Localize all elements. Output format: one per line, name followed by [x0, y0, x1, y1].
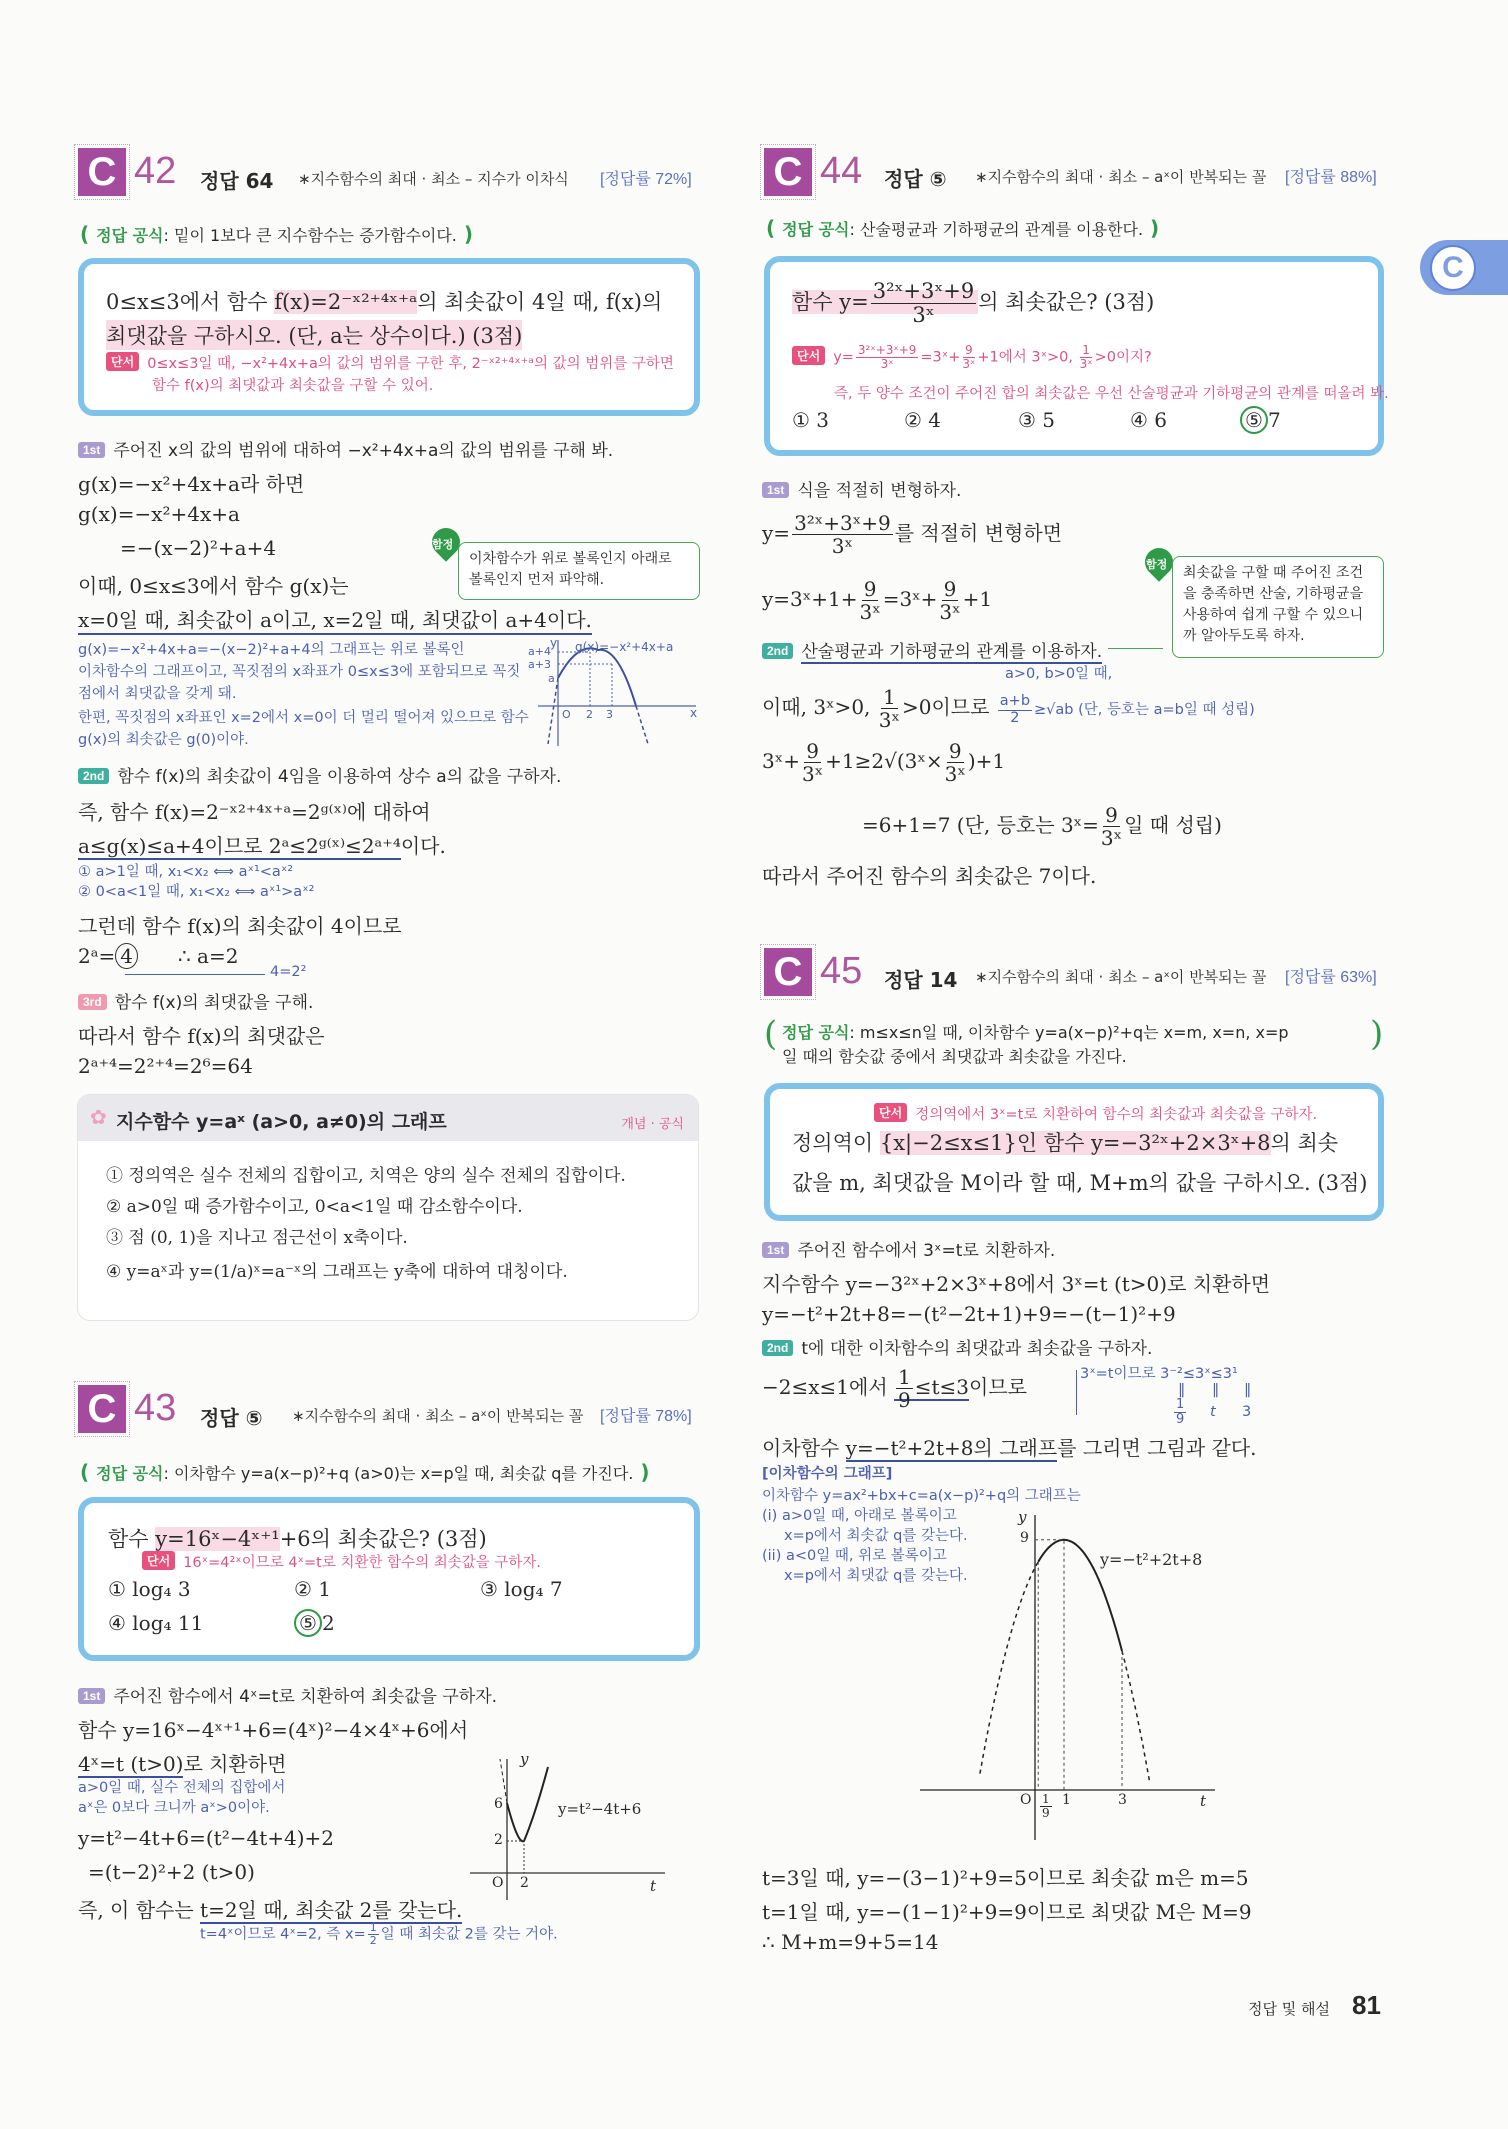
answer-label: 정답 ⑤ — [884, 167, 947, 191]
solution-text: y=3ˣ+1+ — [762, 587, 858, 611]
solution-line: 따라서 함수 f(x)의 최댓값은 — [78, 1024, 325, 1048]
step-title: 주어진 함수에서 3ˣ=t로 치환하자. — [797, 1241, 1056, 1261]
parabola-curve — [507, 1767, 548, 1841]
circled-value: 4 — [115, 943, 138, 969]
topic-label: ∗지수함수의 최대 · 최소 – aˣ이 반복되는 꼴 — [292, 1407, 584, 1425]
graph-tick: a+4 — [528, 645, 551, 658]
step-title: 함수 f(x)의 최댓값을 구해. — [114, 993, 314, 1013]
frac-den: 3ˣ — [1100, 826, 1123, 850]
graph-tick: 6 — [494, 1796, 503, 1812]
note-line: (ii) a<0일 때, 위로 볼록이고 — [762, 1548, 947, 1564]
solution-line: t=1일 때, y=−(1−1)²+9=9이므로 최댓값 M은 M=9 — [762, 1900, 1252, 1924]
formula-label: 정답 공식 — [96, 1464, 164, 1483]
frac-num: 3²ˣ+3ˣ+9 — [857, 343, 917, 357]
solution-line: x=0일 때, 최솟값이 a이고, x=2일 때, 최댓값이 a+4이다. — [78, 604, 592, 635]
solution-text: 이므로 — [969, 1375, 1027, 1399]
solution-line: 이때, 0≤x≤3에서 함수 g(x)는 — [78, 574, 349, 598]
note-line: 이차함수의 그래프이고, 꼭짓점의 x좌표가 0≤x≤3에 포함되므로 꼭짓 — [78, 664, 521, 680]
frac-num: a+b — [999, 692, 1031, 709]
solution-line: g(x)=−x²+4x+a라 하면 — [78, 472, 305, 496]
problem-badge: C — [78, 148, 126, 196]
frac-den: 3ˣ — [1079, 357, 1093, 372]
formula-label: 정답 공식 — [96, 226, 164, 245]
frac-num: 1 — [898, 1365, 911, 1389]
choice-value: 2 — [322, 1611, 335, 1635]
answer-label: 정답 ⑤ — [200, 1406, 263, 1430]
step-tag: 1st — [762, 1242, 789, 1258]
solution-line: y=−t²+2t+8=−(t²−2t+1)+9=−(t−1)²+9 — [762, 1302, 1176, 1326]
problem-box — [78, 258, 700, 416]
graph-tick: 9 — [1020, 1530, 1029, 1546]
step-title: 함수 f(x)의 최솟값이 4임을 이용하여 상수 a의 값을 구하자. — [117, 767, 562, 787]
page-number: 81 — [1352, 1990, 1381, 2020]
step-title: 식을 적절히 변형하자. — [797, 481, 962, 501]
hint-text: 0≤x≤3일 때, −x²+4x+a의 값의 범위를 구한 후, 2⁻ˣ²⁺⁴ˣ⁺ᵃ의 값의 범위를 구하면 — [147, 356, 674, 372]
frac-den: 2 — [1010, 709, 1020, 726]
answer-formula: ( 정답 공식: 이차함수 y=a(x−p)²+q (a>0)는 x=p일 때, 최솟값 q를 가진다. ) — [80, 1460, 650, 1484]
graph-tick: 3 — [606, 708, 613, 721]
solution-text: −2≤x≤1에서 — [762, 1375, 894, 1399]
problem-badge: C — [764, 948, 812, 996]
footer-label: 정답 및 해설 — [1248, 2000, 1330, 2018]
solution-text: 를 그리면 그림과 같다. — [1057, 1436, 1257, 1460]
problem-box — [764, 1083, 1384, 1221]
graph-origin: O — [562, 708, 571, 721]
graph-axis-label: y — [520, 1750, 529, 1768]
note-line: 3ˣ=t이므로 3⁻²≤3ˣ≤3¹ — [1080, 1366, 1238, 1382]
solution-line: 2ᵃ⁺⁴=2²⁺⁴=2⁶=64 — [78, 1054, 253, 1078]
chapter-letter: C — [1430, 245, 1476, 291]
solution-line: 함수 y=16ˣ−4ˣ⁺¹+6=(4ˣ)²−4×4ˣ+6에서 — [78, 1718, 469, 1742]
solution-text: ≤t≤3 — [914, 1375, 970, 1399]
problem-box — [764, 256, 1389, 456]
note-value: 3 — [1242, 1404, 1252, 1420]
note-line: 일 때 최솟값 2를 갖는 거야. — [380, 1926, 558, 1943]
problem-highlight: y=16ˣ−4ˣ⁺¹ — [155, 1527, 280, 1551]
problem-text: 정의역이 — [792, 1131, 880, 1155]
trap-note — [1172, 556, 1384, 658]
note-line: aˣ은 0보다 크니까 aˣ>0이야. — [78, 1800, 270, 1816]
graph-function-label: y=−t²+2t+8 — [1100, 1550, 1203, 1569]
problem-text: 함수 — [108, 1527, 156, 1551]
graph-tick: 2 — [586, 708, 593, 721]
graph-axis-label: t — [650, 1877, 657, 1895]
solution-text: 일 때 성립) — [1124, 813, 1222, 837]
choice-5[interactable] — [294, 1609, 335, 1637]
note-value: t — [1210, 1404, 1216, 1420]
correct-mark: ⑤ — [294, 1609, 322, 1637]
accuracy-rate: [정답률 72%] — [600, 171, 692, 188]
solution-text: 3ˣ+ — [762, 749, 800, 773]
frac-num: 1 — [1176, 1397, 1185, 1412]
graph-axis-label: t — [1200, 1792, 1207, 1810]
problem-text: 의 최솟값이 4일 때, f(x)의 — [417, 290, 663, 314]
frac-den: 3ˣ — [962, 357, 976, 372]
solution-line: t=2일 때, 최솟값 2를 갖는다. — [200, 1898, 463, 1922]
frac-num: 9 — [965, 343, 973, 357]
frac-num: 9 — [948, 739, 962, 763]
step-tag: 1st — [762, 482, 789, 498]
choice-4[interactable]: ④ 6 — [1130, 408, 1168, 432]
solution-text: ∴ a=2 — [177, 944, 239, 968]
frac-den: 9 — [898, 1388, 911, 1412]
solution-line: 4ˣ=t (t>0) — [78, 1752, 184, 1776]
graph-origin: O — [1020, 1792, 1032, 1808]
choice-2[interactable]: ② 1 — [294, 1577, 332, 1601]
chapter-side-tab — [1420, 240, 1508, 295]
concept-box — [78, 1095, 698, 1320]
concept-item: ② a>0일 때 증가함수이고, 0<a<1일 때 감소함수이다. — [106, 1197, 523, 1217]
problem-text: 의 최솟 — [1270, 1131, 1339, 1155]
note-line: x=p에서 최댓값 q를 갖는다. — [784, 1568, 968, 1584]
trap-text: 을 충족하면 산술, 기하평균을 — [1183, 586, 1364, 602]
problem-text: 최댓값을 구하시오. (단, a는 상수이다.) (3점) — [106, 320, 522, 350]
step-tag: 1st — [78, 442, 105, 458]
note-line: ① a>1일 때, x₁<x₂ ⟺ aˣ¹<aˣ² — [78, 864, 294, 880]
problem-number: 45 — [820, 950, 863, 992]
graph-axis-label: y — [550, 636, 558, 650]
solution-text: +1≥2√(3ˣ× — [825, 749, 943, 773]
solution-text: 를 적절히 변형하면 — [894, 521, 1063, 545]
note-line: (i) a>0일 때, 아래로 볼록이고 — [762, 1508, 957, 1524]
graph-tick: 2 — [520, 1875, 529, 1891]
trap-text: 최솟값을 구할 때 주어진 조건 — [1183, 565, 1364, 581]
answer-label: 정답 14 — [884, 968, 958, 992]
choice-4[interactable]: ④ log₄ 11 — [108, 1611, 204, 1635]
choice-2[interactable]: ② 4 — [904, 408, 942, 432]
trap-text: 사용하여 쉽게 구할 수 있으니 — [1183, 607, 1364, 623]
solution-line: 그런데 함수 f(x)의 최솟값이 4이므로 — [78, 914, 402, 938]
graph-tick: a — [548, 672, 555, 685]
choice-3[interactable]: ③ log₄ 7 — [480, 1577, 563, 1601]
trap-tag: 함정 — [1146, 558, 1168, 571]
formula-text: : 밑이 1보다 큰 지수함수는 증가함수이다. — [163, 226, 457, 245]
trap-note — [458, 542, 700, 600]
note-line: 4=2² — [270, 964, 307, 980]
concept-tag: 개념 · 공식 — [621, 1117, 684, 1132]
note-line: x=p에서 최솟값 q를 갖는다. — [784, 1528, 968, 1544]
frac-den: 3ˣ — [939, 600, 961, 624]
note-line: t=4ˣ이므로 4ˣ=2, 즉 x= — [200, 1926, 366, 1943]
graph-function-label: g(x)=−x²+4x+a — [575, 640, 674, 654]
accuracy-rate: [정답률 78%] — [600, 1408, 692, 1425]
problem-badge: C — [764, 148, 812, 196]
problem-text: 의 최솟값은? (3점) — [978, 290, 1155, 315]
frac-den: 3ˣ — [878, 708, 900, 732]
topic-label: ∗지수함수의 최대 · 최소 – aˣ이 반복되는 꼴 — [975, 968, 1267, 986]
bracket-open: ( — [764, 1014, 778, 1054]
arrow-line — [1108, 648, 1163, 649]
note-line: 한편, 꼭짓점의 x좌표인 x=2에서 x=0이 더 멀리 떨어져 있으므로 함수 — [78, 710, 529, 726]
formula-text: : 산술평균과 기하평균의 관계를 이용한다. — [849, 220, 1144, 239]
accuracy-rate: [정답률 63%] — [1285, 969, 1377, 986]
note-line: g(x)의 최솟값은 g(0)이야. — [78, 732, 249, 748]
solution-line: 이다. — [400, 834, 446, 858]
hint-text: +1에서 3ˣ>0, — [977, 349, 1078, 366]
choice-1[interactable]: ① 3 — [792, 408, 830, 432]
step-tag: 2nd — [78, 768, 109, 784]
frac-num: 1 — [369, 1921, 377, 1934]
frac-num: 1 — [1082, 343, 1090, 357]
problem-text: 0≤x≤3에서 함수 — [106, 290, 275, 314]
hint-tag: 단서 — [142, 1551, 175, 1570]
equals-mark: ‖ — [1244, 1382, 1252, 1398]
arrow-line — [125, 974, 265, 975]
solution-line: =−(x−2)²+a+4 — [120, 536, 277, 560]
solution-text: =6+1=7 (단, 등호는 3ˣ= — [862, 813, 1099, 837]
solution-text: 2ᵃ= — [78, 944, 116, 968]
parabola-dashed-right — [1122, 1651, 1150, 1782]
solution-line: 따라서 주어진 함수의 최솟값은 7이다. — [762, 864, 1097, 888]
step-title: 주어진 x의 값의 범위에 대하여 −x²+4x+a의 값의 범위를 구해 봐. — [113, 441, 614, 461]
solution-line: 로 치환하면 — [183, 1752, 287, 1776]
choice-5[interactable] — [1240, 406, 1281, 434]
hint-text: 16ˣ=4²ˣ이므로 4ˣ=t로 치환한 함수의 최솟값을 구하자. — [183, 1555, 541, 1571]
equals-mark: ‖ — [1212, 1382, 1220, 1398]
graph-tick: a+3 — [528, 658, 551, 671]
problem-text: +6의 최솟값은? (3점) — [279, 1527, 487, 1551]
frac-den: 9 — [1176, 1412, 1185, 1428]
solution-text: )+1 — [967, 749, 1006, 773]
arrow-line — [1076, 1370, 1077, 1415]
solution-line: ∴ M+m=9+5=14 — [762, 1930, 939, 1954]
solution-line: a≤g(x)≤a+4이므로 2ᵃ≤2ᵍ⁽ˣ⁾≤2ᵃ⁺⁴ — [78, 834, 401, 858]
formula-text: 일 때의 함숫값 중에서 최댓값과 최솟값을 가진다. — [782, 1047, 1127, 1066]
formula-text: : m≤x≤n일 때, 이차함수 y=a(x−p)²+q는 x=m, x=n, x=p — [849, 1023, 1289, 1042]
frac-den: 3ˣ — [859, 600, 881, 624]
frac-num: 3²ˣ+3ˣ+9 — [872, 279, 975, 303]
trap-text: 이차함수가 위로 볼록인지 아래로 — [469, 551, 672, 567]
frac-num: 1 — [883, 685, 896, 709]
problem-number: 42 — [134, 150, 177, 192]
frac-num: 9 — [1105, 803, 1118, 827]
problem-number: 44 — [820, 150, 863, 192]
solution-line: 즉, 이 함수는 — [78, 1898, 201, 1922]
graph-tick: 2 — [494, 1832, 503, 1848]
note-heading: [이차함수의 그래프] — [762, 1466, 893, 1482]
answer-formula: ( 정답 공식: 산술평균과 기하평균의 관계를 이용한다. ) — [766, 216, 1160, 240]
solution-text: 이차함수 — [762, 1436, 846, 1460]
guide-lines — [558, 652, 612, 706]
hint-tag: 단서 — [792, 346, 825, 365]
hint-text: 정의역에서 3ˣ=t로 치환하여 함수의 최솟값과 최솟값을 구하자. — [915, 1107, 1318, 1123]
step-tag: 1st — [78, 1688, 105, 1704]
problem-text: 값을 m, 최댓값을 M이라 할 때, M+m의 값을 구하시오. (3점) — [792, 1171, 1368, 1195]
note-line: a>0, b>0일 때, — [1005, 666, 1113, 682]
graph-axis-label: y — [1018, 1508, 1027, 1526]
formula-label: 정답 공식 — [782, 220, 850, 239]
problem-highlight: f(x)=2⁻ˣ²⁺⁴ˣ⁺ᵃ — [274, 290, 418, 314]
accuracy-rate: [정답률 88%] — [1285, 169, 1377, 186]
problem-badge: C — [78, 1385, 126, 1433]
concept-item: ③ 점 (0, 1)을 지나고 점근선이 x축이다. — [106, 1228, 408, 1248]
graph-axis-label: x — [690, 706, 698, 720]
solution-text: 이때, 3ˣ>0, — [762, 695, 877, 719]
answer-formula: ( 정답 공식: 밑이 1보다 큰 지수함수는 증가함수이다. ) — [80, 222, 474, 246]
frac-num: 9 — [943, 577, 957, 601]
answer-label: 정답 64 — [200, 169, 274, 193]
frac-den: 3ˣ — [912, 303, 935, 328]
note-line: ② 0<a<1일 때, x₁<x₂ ⟺ aˣ¹>aˣ² — [78, 884, 315, 900]
problem-text: 함수 y= — [792, 290, 869, 315]
solution-line: 즉, 함수 f(x)=2⁻ˣ²⁺⁴ˣ⁺ᵃ=2ᵍ⁽ˣ⁾에 대하여 — [78, 800, 431, 824]
step-tag: 2nd — [762, 1340, 793, 1356]
bracket-close: ) — [1370, 1014, 1384, 1054]
solution-text: y= — [762, 521, 791, 545]
formula-label: 정답 공식 — [782, 1023, 850, 1042]
note-line: 점에서 최댓값을 갖게 돼. — [78, 686, 237, 702]
note-line: 이차함수 y=ax²+bx+c=a(x−p)²+q의 그래프는 — [762, 1488, 1081, 1504]
hint-text: 즉, 두 양수 조건이 주어진 합의 최솟값은 우선 산술평균과 기하평균의 관계를 떠올려 봐. — [834, 386, 1389, 402]
frac-num: 9 — [863, 577, 877, 601]
step-title: 주어진 함수에서 4ˣ=t로 치환하여 최솟값을 구하자. — [113, 1687, 498, 1707]
problem-highlight: {x|−2≤x≤1}인 함수 y=−3²ˣ+2×3ˣ+8 — [879, 1131, 1271, 1155]
hint-text: =3ˣ+ — [920, 349, 961, 366]
solution-line: =(t−2)²+2 (t>0) — [88, 1860, 255, 1884]
note-line: a>0일 때, 실수 전체의 집합에서 — [78, 1780, 286, 1796]
step-tag: 2nd — [762, 643, 793, 659]
hint-text: 함수 f(x)의 최댓값과 최솟값을 구할 수 있어. — [152, 378, 434, 394]
guide-lines — [507, 1841, 524, 1873]
topic-label: ∗지수함수의 최대 · 최소 – 지수가 이차식 — [298, 170, 569, 188]
frac-num: 3²ˣ+3ˣ+9 — [794, 511, 891, 535]
solution-line: g(x)=−x²+4x+a — [78, 502, 240, 526]
hint-text: y= — [833, 349, 854, 366]
step-title: t에 대한 이차함수의 최댓값과 최솟값을 구하자. — [801, 1339, 1153, 1359]
graph-tick: 3 — [1118, 1792, 1127, 1808]
solution-text: >0이므로 — [901, 695, 996, 719]
graph-tick: 1 — [1062, 1792, 1071, 1808]
frac-den: 3ˣ — [880, 357, 894, 372]
note-line: ≥√ab (단, 등호는 a=b일 때 성립) — [1034, 702, 1255, 718]
frac-den: 3ˣ — [944, 762, 966, 786]
concept-item: ④ y=aˣ과 y=(1/a)ˣ=a⁻ˣ의 그래프는 y축에 대하여 대칭이다. — [106, 1262, 568, 1282]
solution-line: y=t²−4t+6=(t²−4t+4)+2 — [78, 1826, 335, 1850]
problem-number: 43 — [134, 1387, 177, 1429]
equals-mark: ‖ — [1178, 1382, 1186, 1398]
parabola-dashed-left — [980, 1562, 1038, 1774]
solution-line: 지수함수 y=−3²ˣ+2×3ˣ+8에서 3ˣ=t (t>0)로 치환하면 — [762, 1272, 1271, 1296]
choice-1[interactable]: ① log₄ 3 — [108, 1577, 191, 1601]
graph-function-label: y=t²−4t+6 — [558, 1800, 642, 1818]
hint-tag: 단서 — [874, 1103, 907, 1122]
hint-tag: 단서 — [106, 352, 139, 371]
frac-den: 9 — [1042, 1806, 1050, 1821]
frac-den: 3ˣ — [831, 534, 853, 558]
graph-origin: O — [492, 1875, 504, 1891]
frac-num: 9 — [806, 739, 819, 763]
trap-text: 볼록인지 먼저 파악해. — [469, 572, 605, 588]
concept-title: 지수함수 y=aˣ (a>0, a≠0)의 그래프 — [116, 1111, 447, 1133]
parabola-curve — [558, 648, 636, 706]
solution-text: y=−t²+2t+8의 그래프 — [845, 1436, 1058, 1460]
trap-tag: 함정 — [432, 538, 454, 551]
formula-text: : 이차함수 y=a(x−p)²+q (a>0)는 x=p일 때, 최솟값 q를 가진다. — [163, 1464, 634, 1483]
topic-label: ∗지수함수의 최대 · 최소 – aˣ이 반복되는 꼴 — [975, 168, 1267, 186]
concept-item: ① 정의역은 실수 전체의 집합이고, 치역은 양의 실수 전체의 집합이다. — [106, 1166, 626, 1186]
problem-box — [78, 1497, 700, 1661]
frac-den: 2 — [369, 1934, 377, 1948]
solution-text: +1 — [962, 587, 993, 611]
note-line: g(x)=−x²+4x+a=−(x−2)²+a+4의 그래프는 위로 볼록인 — [78, 642, 465, 658]
choice-3[interactable]: ③ 5 — [1018, 408, 1056, 432]
frac-den: 3ˣ — [801, 762, 824, 786]
solution-text: =3ˣ+ — [882, 587, 938, 611]
hint-text: >0이지? — [1094, 349, 1152, 366]
guide-lines — [1035, 1540, 1122, 1790]
frac-num: 1 — [1042, 1792, 1050, 1806]
correct-mark: ⑤ — [1240, 406, 1268, 434]
trap-text: 까 알아두도록 하자. — [1183, 628, 1305, 644]
solution-line: t=3일 때, y=−(3−1)²+9=5이므로 최솟값 m은 m=5 — [762, 1866, 1249, 1890]
flower-icon: ✿ — [90, 1105, 107, 1129]
step-tag: 3rd — [78, 994, 107, 1010]
choice-value: 7 — [1268, 408, 1281, 432]
step-title: 산술평균과 기하평균의 관계를 이용하자. — [801, 642, 1103, 662]
